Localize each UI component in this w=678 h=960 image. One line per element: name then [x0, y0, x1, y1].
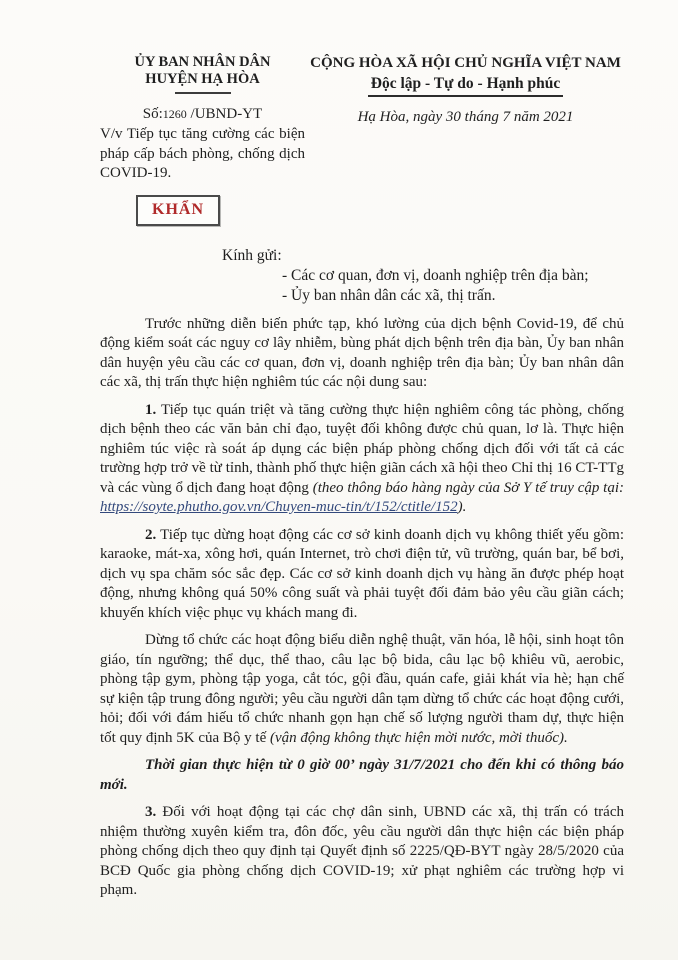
soyte-phutho-link[interactable]: https://soyte.phutho.gov.vn/Chuyen-muc-tin/t/152/ctitle/152 [100, 499, 458, 516]
national-motto: Độc lập - Tự do - Hạnh phúc [368, 75, 563, 97]
recipient-item: - Các cơ quan, đơn vị, doanh nghiệp trên địa bàn; [282, 267, 589, 285]
paragraph-4 [100, 803, 624, 901]
recipients-block [100, 246, 624, 306]
paragraph-1 [100, 401, 624, 518]
item-1-note: (theo thông báo hàng ngày của Sở Y tế truy cập tại: [312, 479, 624, 496]
document-number [100, 106, 305, 123]
item-3-text: Dừng tổ chức các hoạt động biểu diễn nghệ thuật, văn hóa, lễ hội, sinh hoạt tôn giáo, tín ngưỡng; thể dục, thể thao, câu lạc bộ bida, câu lạc bộ khiêu vũ, aerobic, phòng tập gym, phòng tập yoga, cắt tóc, gội đầu, quán cafe, giải khát vỉa hè; hạn chế sự kiện tập trung đông người; yêu cầu người dân tạm dừng tổ chức các hoạt động cưới, hỏi; đối với đám hiếu tổ chức nhanh gọn hạn chế số lượng người tham dự, thực hiện tốt quy định 5K của Bộ y tế [100, 632, 624, 746]
item-4-text: Đối với hoạt động tại các chợ dân sinh, UBND các xã, thị trấn có trách nhiệm thường xuyên kiểm tra, đôn đốc, yêu cầu người dân thực hiện các biện pháp phòng chống dịch theo quy định tại Quyết định số 2225/QĐ-BYT ngày 28/5/2020 của BCĐ Quốc gia phòng chống dịch COVID-19; xử phạt nghiêm các trường hợp vi phạm. [100, 804, 624, 899]
paragraph-2 [100, 526, 624, 624]
paragraph-3 [100, 631, 624, 748]
item-3-note: (vận động không thực hiện mời nước, mời thuốc). [269, 729, 568, 746]
paragraph-effective-time: Thời gian thực hiện từ 0 giờ 00’ ngày 31/7/2021 cho đến khi có thông báo mới. [100, 757, 624, 793]
recipient-item: - Ủy ban nhân dân các xã, thị trấn. [282, 287, 496, 305]
national-title: CỘNG HÒA XÃ HỘI CHỦ NGHĨA VIỆT NAM [310, 55, 621, 71]
document-subject: V/v Tiếp tục tăng cường các biện pháp cấp bách phòng, chống dịch COVID-19. [100, 125, 305, 182]
item-1-note-close: ). [457, 499, 467, 516]
org-underline-divider [175, 92, 231, 94]
issuing-org-parent: ỦY BAN NHÂN DÂN [134, 54, 271, 70]
item-1-text: Tiếp tục quán triệt và tăng cường thực hiện nghiêm công tác phòng, chống dịch bệnh theo các văn bản chỉ đạo, tuyệt đối không được chủ quan, lơ là. Thực hiện nghiêm túc việc rà soát áp dụng các biện pháp phòng chống dịch đối với tất cả các trường hợp trở về từ tỉnh, thành phố thực hiện giãn cách xã hội theo Chỉ thị 16 CT-TTg và các vùng ổ dịch đang hoạt động [100, 401, 624, 496]
item-2-text: Tiếp tục dừng hoạt động các cơ sở kinh doanh dịch vụ không thiết yếu gồm: karaoke, mát-xa, xông hơi, quán Internet, trò chơi điện tử, vũ trường, quán bar, bể bơi, dịch vụ spa chăm sóc sắc đẹp. Các cơ sở kinh doanh dịch vụ hàng ăn được phép hoạt động, nhưng không quá 50% công suất và phải tuyệt đối đảm bảo yêu cầu giãn cách; khuyến khích việc phục vụ khách mang đi. [100, 526, 624, 621]
salutation: Kính gửi: [222, 247, 282, 265]
item-2-number: 2. [145, 526, 157, 543]
paragraph-intro: Trước những diễn biến phức tạp, khó lường của dịch bệnh Covid-19, để chủ động kiểm soát các nguy cơ lây nhiễm, bùng phát dịch bệnh trên địa bàn, Ủy ban nhân dân huyện yêu cầu các cơ quan, đơn vị, doanh nghiệp trên địa bàn; Ủy ban nhân dân các xã, thị trấn thực hiện nghiêm túc các nội dung sau: [100, 315, 624, 391]
national-header-block [305, 54, 624, 126]
document-number-prefix: Số: [142, 105, 163, 122]
urgent-stamp-label: KHẨN [152, 201, 204, 219]
issuing-org-name: HUYỆN HẠ HÒA [145, 71, 260, 88]
urgent-stamp-box [136, 195, 220, 226]
document-header [100, 54, 624, 226]
document-number-value: 1260 [162, 106, 187, 121]
item-4-number: 3. [145, 804, 157, 821]
national-motto-wrap [307, 73, 624, 97]
issuing-org-block [100, 54, 305, 226]
place-and-date: Hạ Hòa, ngày 30 tháng 7 năm 2021 [357, 108, 574, 125]
item-1-number: 1. [145, 401, 157, 418]
document-number-suffix: /UBND-YT [186, 105, 263, 122]
